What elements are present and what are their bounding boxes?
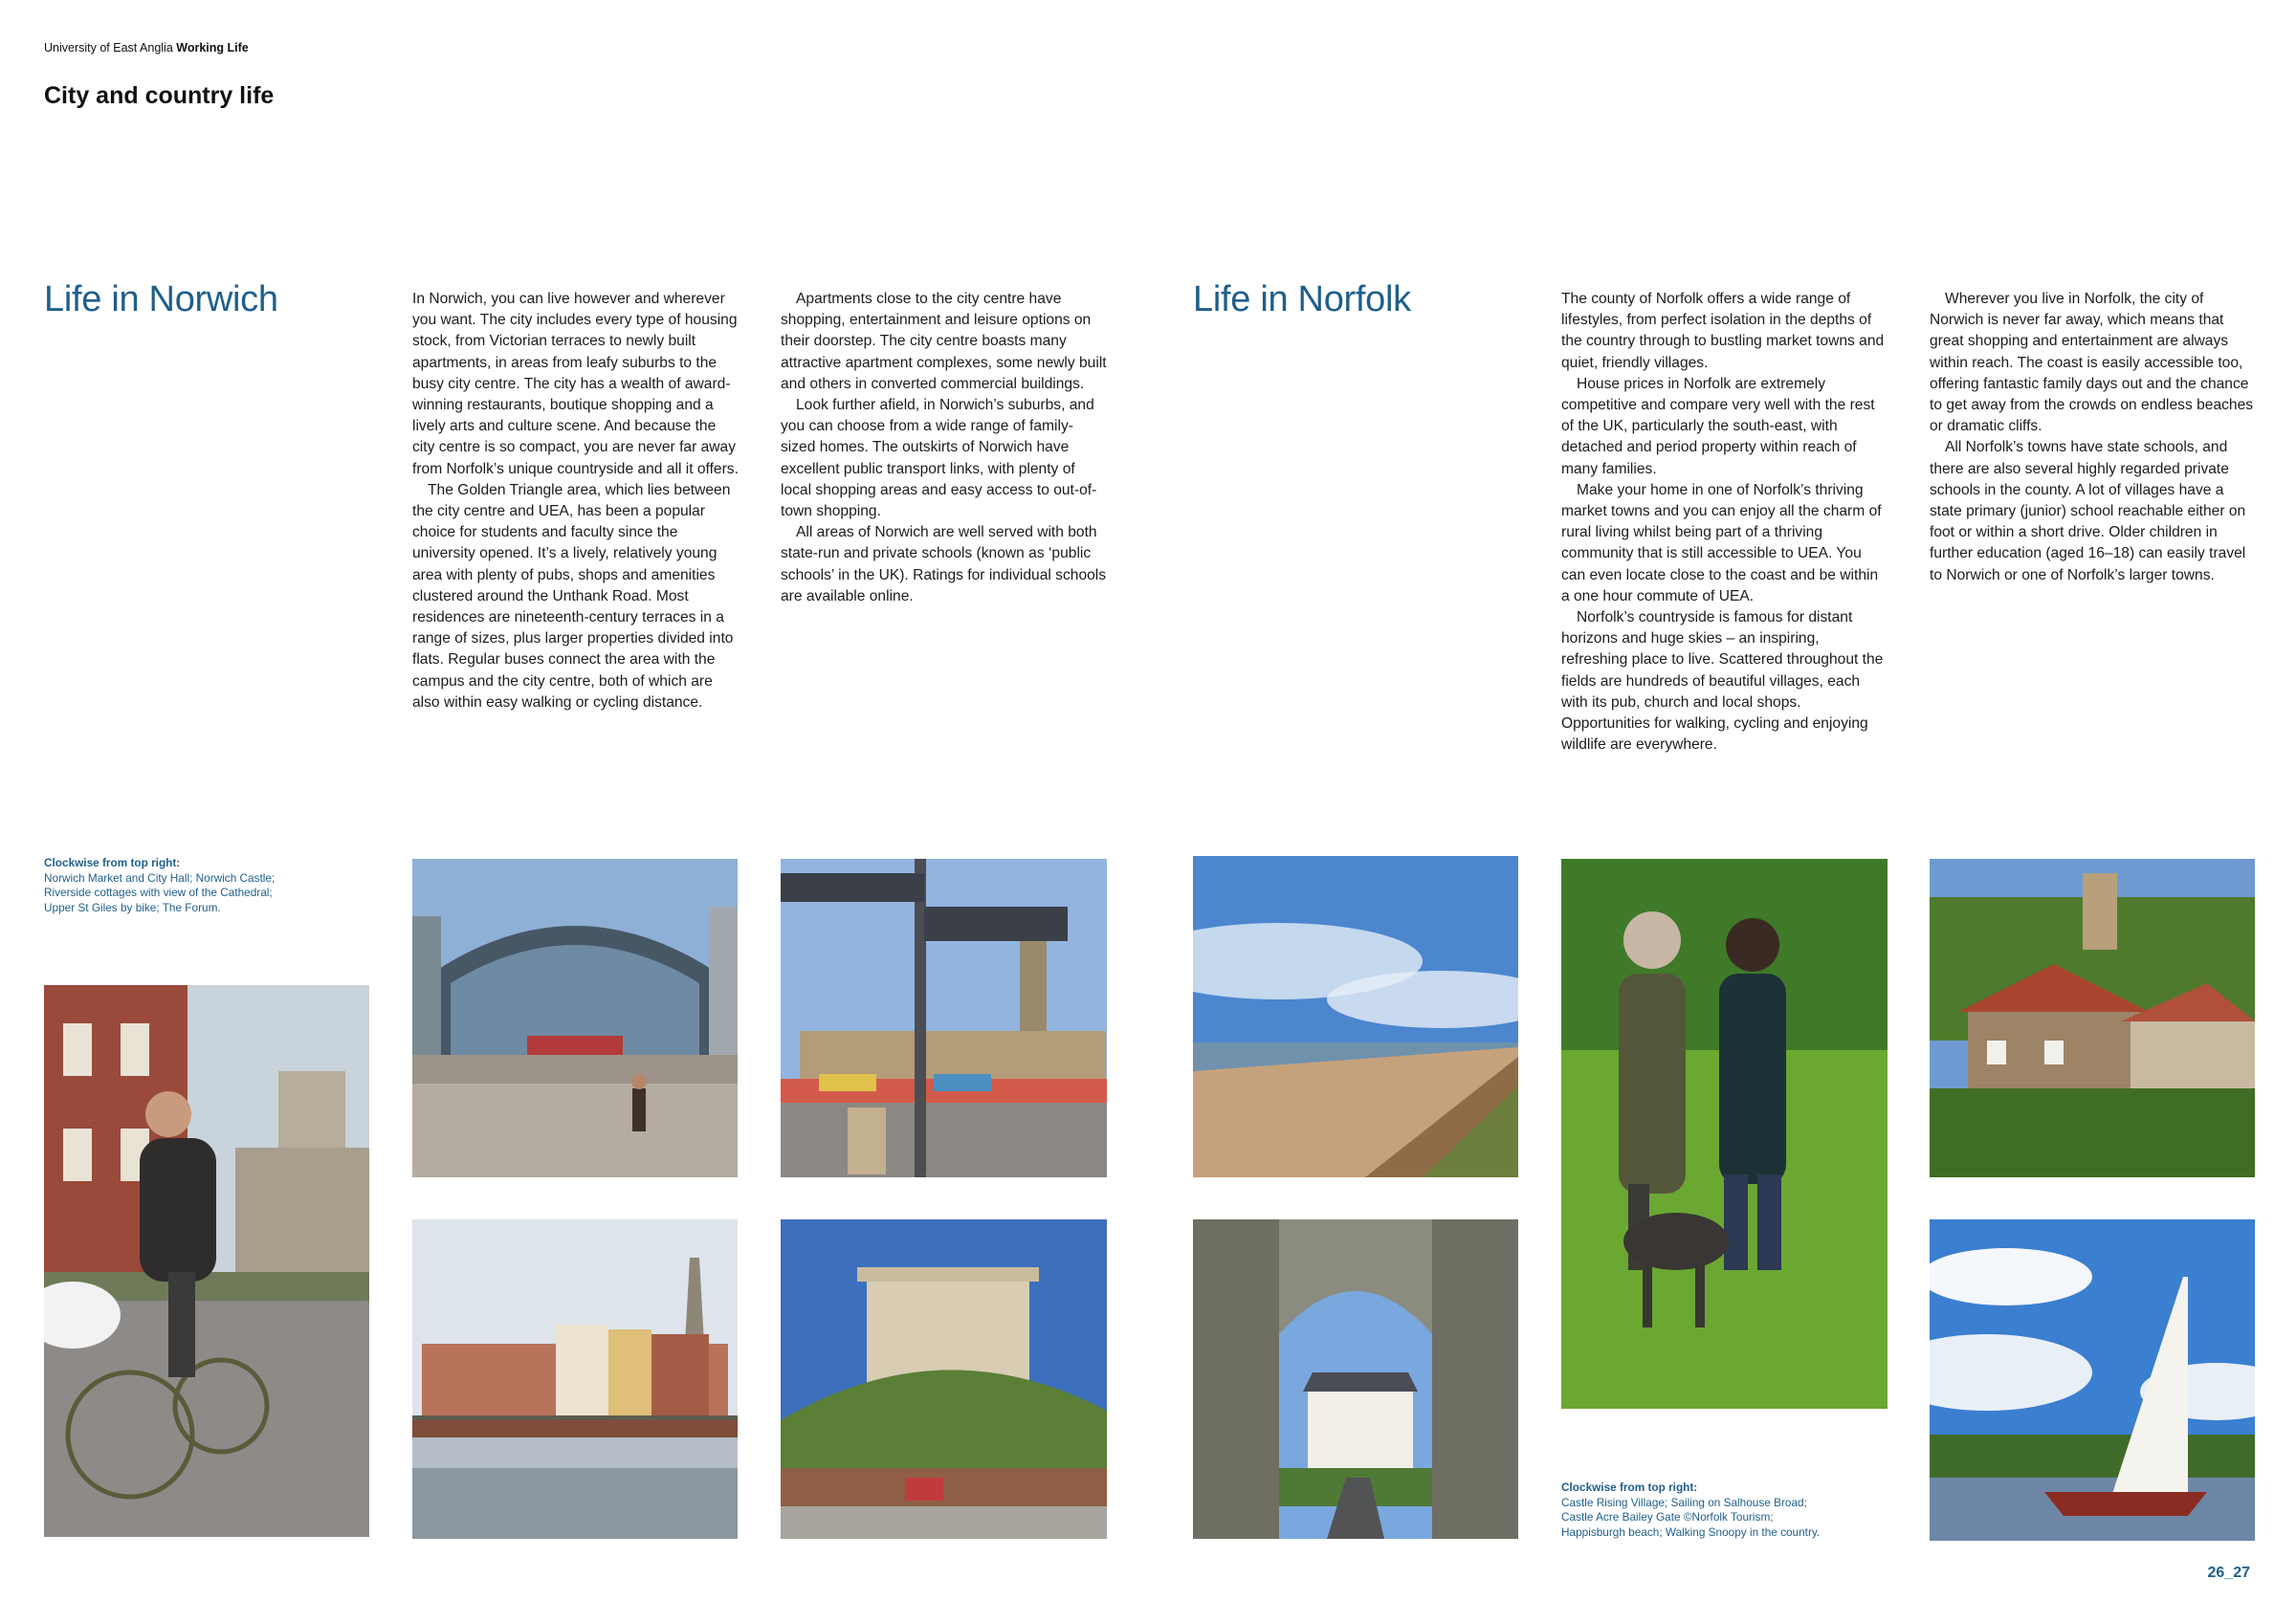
photo-riverside-cottages-cathedral bbox=[412, 1219, 738, 1539]
publication-name: Working Life bbox=[176, 41, 249, 55]
norwich-column-1 bbox=[412, 289, 740, 713]
norfolk-col1-paragraph: The county of Norfolk offers a wide range of lifestyles, from perfect isolation in the depths of the country through to bustling market towns and quiet, friendly villages. bbox=[1561, 291, 1885, 371]
norfolk-col1-paragraph: House prices in Norfolk are extremely competitive and compare very well with the rest of the UK, particularly the south-east, with detached and period property within reach of many families. bbox=[1561, 375, 1875, 477]
photo-castle-acre-bailey-gate bbox=[1193, 1219, 1518, 1539]
norfolk-col1-paragraph: Norfolk’s countryside is famous for distant horizons and huge skies – an inspiring, refreshing place to live. Scattered throughout the fields are hundreds of beautiful villages, each with its pub, church and local shops. Opportunities for walking, cycling and enjoying wildlife are everywhere. bbox=[1561, 609, 1884, 754]
photo-norwich-castle bbox=[781, 1219, 1107, 1539]
norwich-col2-paragraph: Apartments close to the city centre have shopping, entertainment and leisure options on their doorstep. The city centre boasts many attractive apartment complexes, some newly built and others in converted commercial buildings. bbox=[781, 291, 1107, 392]
caption-line: Happisburgh beach; Walking Snoopy in the country. bbox=[1561, 1524, 1821, 1539]
photo-walking-snoopy-country bbox=[1561, 859, 1888, 1409]
norwich-column-2 bbox=[781, 289, 1108, 607]
norfolk-col1-paragraph: Make your home in one of Norfolk’s thriving market towns and you can enjoy all the charm of rural living whilst being part of a thriving community that is still accessible to UEA. You can even locate close to the coast and be within a one hour commute of UEA. bbox=[1561, 481, 1882, 604]
photo-sailing-salhouse-broad bbox=[1930, 1219, 2255, 1541]
caption-line: Castle Rising Village; Sailing on Salhouse Broad; bbox=[1561, 1495, 1807, 1509]
norfolk-photo-caption bbox=[1561, 1480, 1887, 1540]
caption-title: Clockwise from top right: bbox=[1561, 1480, 1698, 1494]
norwich-col1-paragraph: In Norwich, you can live however and wherever you want. The city includes every type of housing stock, from Victorian terraces to newly built apartments, in areas from leafy suburbs to the busy city centre. The city has a wealth of award-winning restaurants, boutique shopping and a lively arts and culture scene. And because the city centre is so compact, you are never far away from Norfolk’s unique countryside and all it offers. bbox=[412, 291, 739, 477]
photo-norwich-market-city-hall bbox=[781, 859, 1107, 1177]
norfolk-col2-paragraph: Wherever you live in Norfolk, the city of Norwich is never far away, which means that great shopping and entertainment are always within reach. The coast is easily accessible too, offering fantastic family days out and the chance to get away from the crowds on endless beaches or dramatic cliffs. bbox=[1930, 291, 2254, 435]
caption-line: Castle Acre Bailey Gate ©Norfolk Tourism; bbox=[1561, 1510, 1774, 1524]
norfolk-col2-paragraph: All Norfolk’s towns have state schools, and there are also several highly regarded private schools in the county. A lot of villages have a state primary (junior) school reachable either on foot or within a short drive. Older children in further education (aged 16–18) can easily travel to Norwich or one of Norfolk’s larger towns. bbox=[1930, 439, 2246, 583]
norfolk-heading: Life in Norfolk bbox=[1193, 279, 1411, 319]
norwich-heading: Life in Norwich bbox=[44, 279, 278, 319]
norfolk-column-1 bbox=[1561, 289, 1888, 756]
photo-upper-st-giles-bike bbox=[44, 985, 369, 1537]
page-number: 26_27 bbox=[2207, 1565, 2250, 1581]
caption-line: Upper St Giles by bike; The Forum. bbox=[44, 900, 221, 914]
caption-title: Clockwise from top right: bbox=[44, 856, 181, 869]
photo-happisburgh-beach bbox=[1193, 856, 1518, 1177]
running-head bbox=[44, 41, 249, 55]
photo-the-forum bbox=[412, 859, 738, 1177]
institution-name: University of East Anglia bbox=[44, 41, 173, 55]
photo-castle-rising-village bbox=[1930, 859, 2255, 1177]
page-title: City and country life bbox=[44, 82, 275, 109]
norwich-col2-paragraph: All areas of Norwich are well served with both state-run and private schools (known as ‘public schools’ in the UK). Ratings for individual schools are available online. bbox=[781, 524, 1107, 604]
norwich-photo-caption bbox=[44, 856, 360, 915]
norwich-col2-paragraph: Look further afield, in Norwich’s suburbs, and you can choose from a wide range of family-sized homes. The outskirts of Norwich have excellent public transport links, with plenty of local shopping areas and easy access to out-of-town shopping. bbox=[781, 397, 1097, 520]
caption-line: Norwich Market and City Hall; Norwich Castle; bbox=[44, 870, 276, 885]
norwich-col1-paragraph: The Golden Triangle area, which lies between the city centre and UEA, has been a popular choice for students and faculty since the university opened. It’s a lively, relatively young area with plenty of pubs, shops and amenities clustered around the Unthank Road. Most residences are nineteenth-century terraces in a range of sizes, plus larger properties divided into flats. Regular buses connect the area with the campus and the city centre, both of which are also within easy walking or cycling distance. bbox=[412, 481, 734, 711]
caption-line: Riverside cottages with view of the Cathedral; bbox=[44, 886, 273, 900]
norfolk-column-2 bbox=[1930, 289, 2257, 586]
